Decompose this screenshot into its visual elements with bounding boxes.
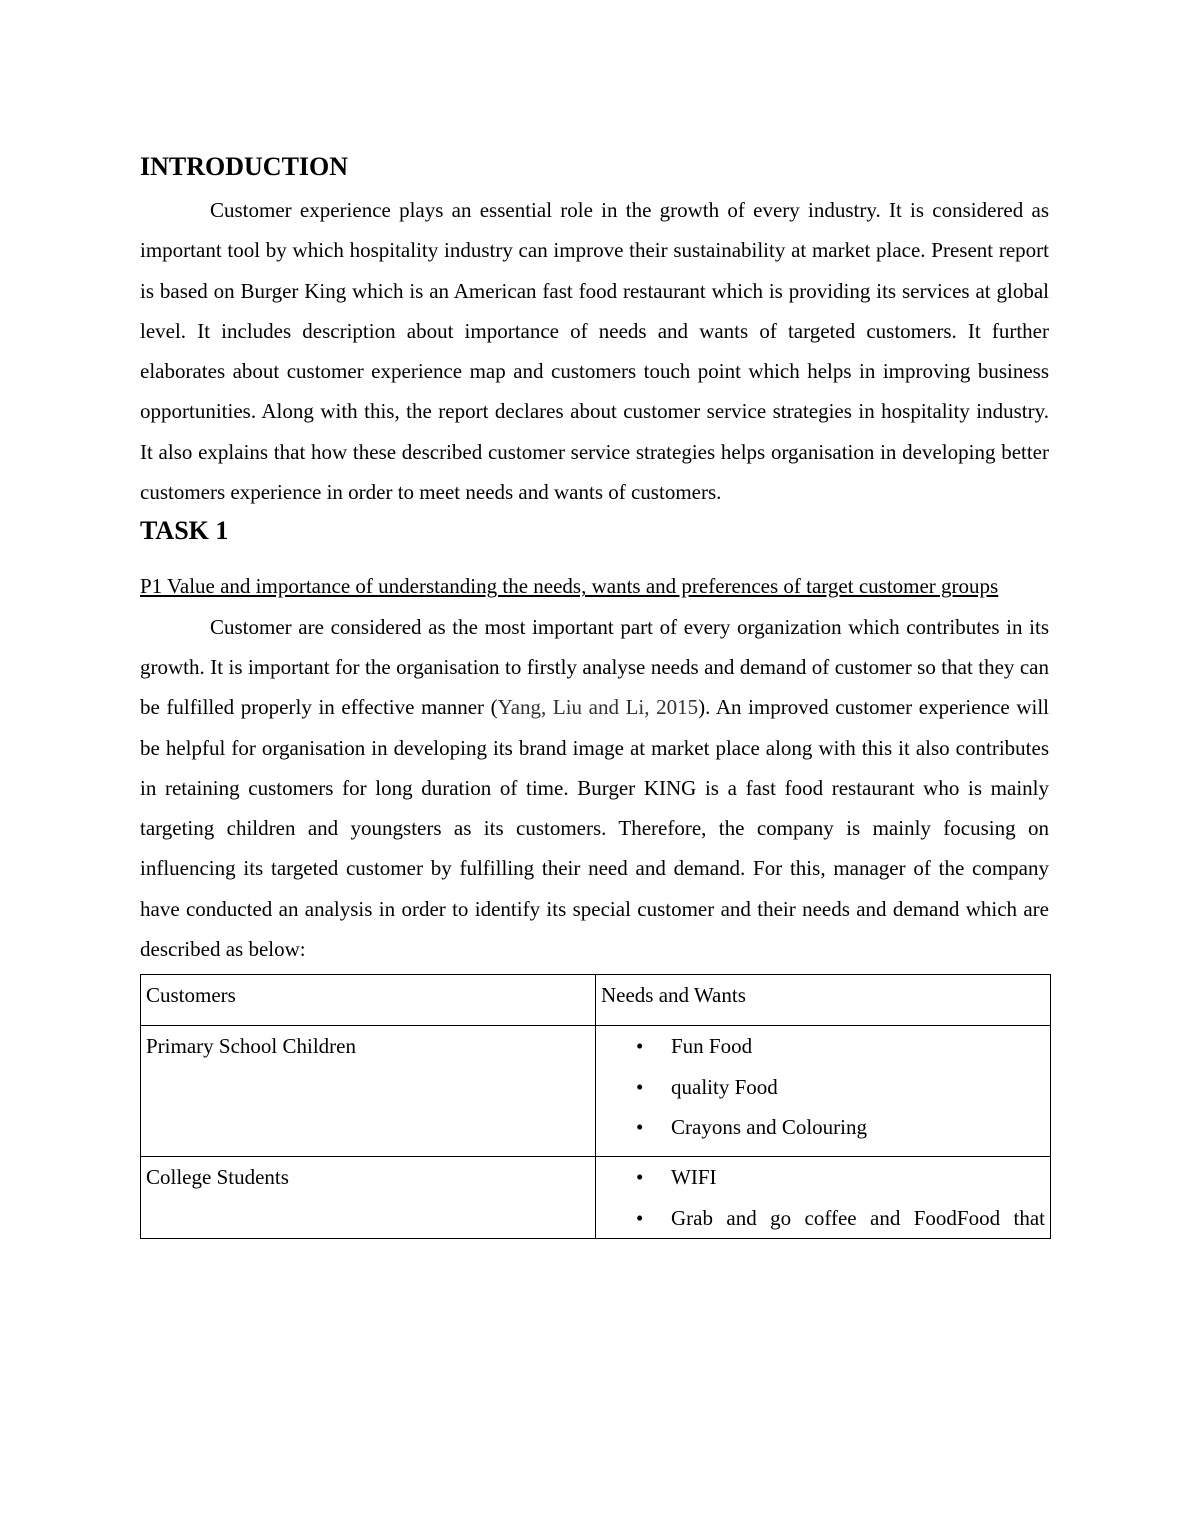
list-item-text: Grab and go coffee and FoodFood that <box>671 1205 1045 1230</box>
list-item <box>636 1026 1045 1066</box>
bullet-icon: • <box>636 1034 644 1059</box>
table-cell-customer: College Students <box>141 1157 596 1239</box>
customer-needs-table <box>140 974 1051 1239</box>
list-item-text: WIFI <box>671 1165 717 1190</box>
citation: Yang, Liu and Li, 2015 <box>497 695 699 720</box>
table-header-row <box>141 975 1051 1026</box>
needs-list <box>601 1157 1045 1238</box>
task1-paragraph <box>140 607 1049 970</box>
list-item-text: Crayons and Colouring <box>671 1114 867 1139</box>
document-page <box>140 148 1049 1239</box>
bullet-icon: • <box>636 1074 644 1099</box>
table-header-needs: Needs and Wants <box>596 975 1051 1026</box>
task1-subheading: P1 Value and importance of understanding the needs, wants and preferences of target customer groups <box>140 574 999 599</box>
needs-list <box>601 1026 1045 1147</box>
bullet-icon: • <box>636 1205 644 1230</box>
list-item-text: Fun Food <box>671 1034 753 1059</box>
introduction-paragraph: Customer experience plays an essential role in the growth of every industry. It is considered as important tool by which hospitality industry can improve their sustainability at market place. Present report is based on Burger King which is an American fast food restaurant which is providing its services at global level. It includes description about importance of needs and wants of targeted customers. It further elaborates about customer experience map and customers touch point which helps in improving business opportunities. Along with this, the report declares about customer service strategies in hospitality industry. It also explains that how these described customer service strategies helps organisation in developing better customers experience in order to meet needs and wants of customers. <box>140 198 1049 505</box>
list-item-text: quality Food <box>671 1074 778 1099</box>
table-cell-needs <box>596 1157 1051 1239</box>
table-header-customers: Customers <box>141 975 596 1026</box>
table-row <box>141 1157 1051 1239</box>
task1-heading: TASK 1 <box>140 516 229 546</box>
bullet-icon: • <box>636 1114 644 1139</box>
list-item <box>636 1107 1045 1147</box>
introduction-heading: INTRODUCTION <box>140 152 349 181</box>
task1-paragraph-part1: Customer are considered as the most important part of every organization which contributes in its growth. It is important for the organisation to firstly analyse needs and demand of customer so that they can be fulfilled properly in effective manner ( <box>140 614 1049 720</box>
list-item <box>636 1198 1045 1238</box>
list-item <box>636 1157 1045 1197</box>
table-cell-customer: Primary School Children <box>141 1026 596 1157</box>
list-item <box>636 1067 1045 1107</box>
table-cell-needs <box>596 1026 1051 1157</box>
table-row <box>141 1026 1051 1157</box>
task1-paragraph-part2: ). An improved customer experience will be helpful for organisation in developing its brand image at market place along with this it also contributes in retaining customers for long duration of time. Burger KING is a fast food restaurant who is mainly targeting children and youngsters as its customers. Therefore, the company is mainly focusing on influencing its targeted customer by fulfilling their need and demand. For this, manager of the company have conducted an analysis in order to identify its special customer and their needs and demand which are described as below: <box>140 695 1049 962</box>
bullet-icon: • <box>636 1165 644 1190</box>
